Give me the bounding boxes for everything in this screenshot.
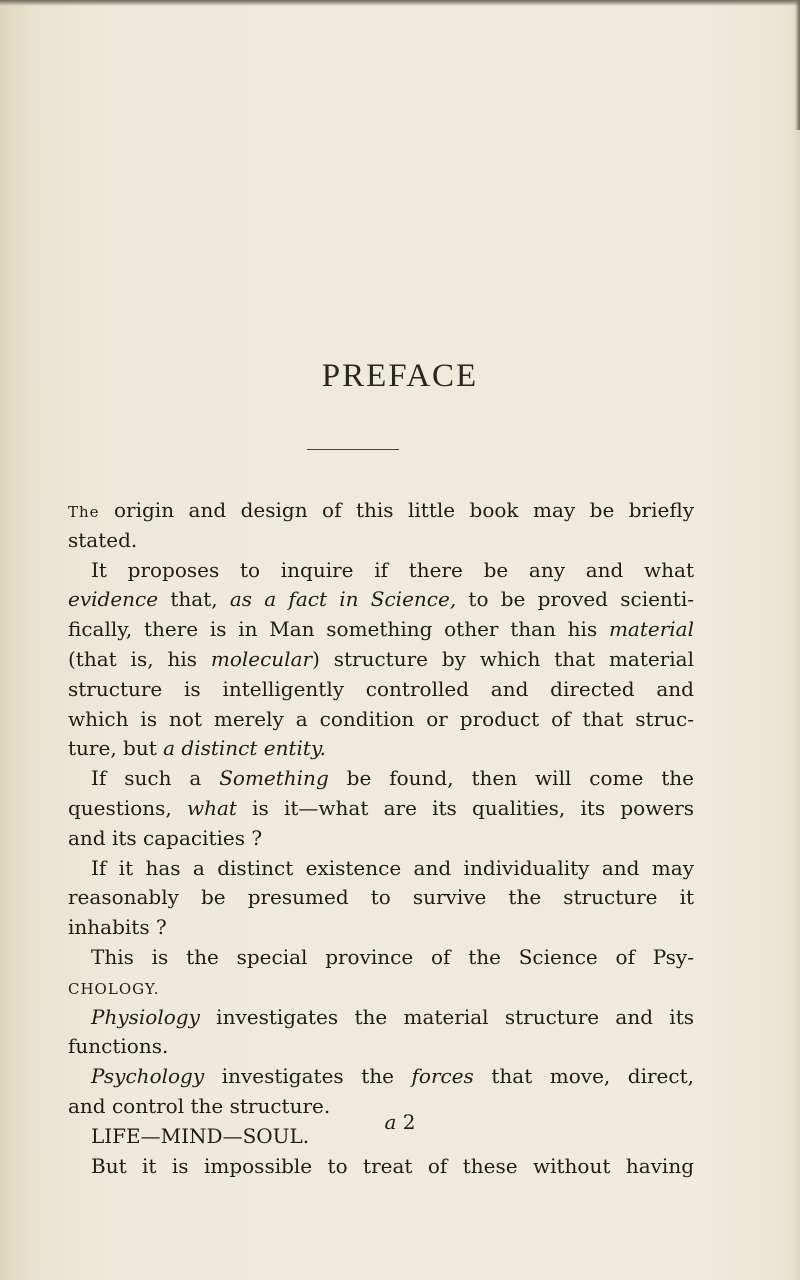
text-line (68, 734, 694, 764)
italic-span: as a fact in Science, (229, 587, 457, 612)
text-line (68, 675, 694, 705)
text-span: If such a (91, 766, 220, 791)
text-line (68, 794, 694, 824)
text-span: It proposes to inquire if there be any and what (91, 557, 694, 582)
text-span: and its capacities ? (68, 825, 263, 850)
italic-span: molecular (210, 646, 313, 671)
text-span: and control the structure. (68, 1093, 331, 1118)
text-line (68, 645, 694, 675)
text-span: questions, (68, 795, 187, 820)
text-line (68, 1032, 694, 1062)
text-line (68, 615, 694, 645)
text-span: If it has a distinct existence and individuality and may (91, 855, 694, 880)
italic-span: forces (411, 1064, 474, 1089)
text-line (68, 526, 694, 556)
text-span: which is not merely a condition or product of that struc- (68, 706, 694, 731)
text-span: functions. (68, 1034, 169, 1059)
text-line (68, 1062, 694, 1092)
text-line (68, 1003, 694, 1033)
text-span: to be proved scienti- (456, 587, 695, 612)
text-span: ture, but (68, 736, 164, 761)
italic-span: material (608, 617, 694, 642)
text-line (68, 824, 694, 854)
signature-number: 2 (402, 1110, 416, 1134)
italic-span: evidence (68, 587, 159, 612)
text-line (68, 913, 694, 943)
italic-span: a distinct entity. (163, 736, 326, 761)
text-span: is it—what are its qualities, its powers (236, 795, 695, 820)
title-divider (307, 449, 399, 450)
text-span: structure is intelligently controlled and directed and (68, 676, 694, 701)
text-span: This is the special province of the Science of Psy- (91, 944, 694, 969)
text-span: investigates the material structure and its (199, 1004, 694, 1029)
preface-body (68, 496, 694, 1181)
italic-span: Physiology (91, 1004, 200, 1029)
page-right-edge (795, 0, 800, 130)
text-span: LIFE—MIND—SOUL. (91, 1123, 310, 1148)
signature-letter: a (384, 1110, 397, 1134)
text-line (68, 556, 694, 586)
small-caps-word: The (68, 503, 100, 521)
text-span: investigates the (204, 1064, 412, 1089)
text-line (68, 883, 694, 913)
page-title: PREFACE (321, 358, 479, 394)
text-line (68, 973, 694, 1003)
text-line (68, 854, 694, 884)
italic-span: Something (219, 766, 329, 791)
small-caps-word: CHOLOGY. (68, 979, 160, 998)
text-span: origin and design of this little book may be briefly (99, 498, 694, 522)
text-line (68, 1152, 694, 1182)
text-span: reasonably be presumed to survive the structure it (68, 885, 694, 910)
text-line (68, 943, 694, 973)
text-span: But it is impossible to treat of these without having (91, 1153, 694, 1178)
text-span: (that is, his (68, 646, 211, 671)
text-line (68, 585, 694, 615)
text-span: inhabits ? (68, 915, 167, 940)
signature-mark (0, 1110, 800, 1134)
text-span: be found, then will come the (328, 766, 694, 791)
italic-span: what (186, 795, 237, 820)
text-span: that move, direct, (473, 1064, 694, 1089)
text-span: stated. (68, 527, 138, 552)
text-span: that, (158, 587, 230, 612)
text-span: ) structure by which that material (312, 646, 694, 671)
page-top-edge (0, 0, 800, 6)
italic-span: Psychology (91, 1064, 205, 1089)
text-span: fically, there is in Man something other than his (68, 617, 609, 642)
text-line (68, 705, 694, 735)
text-line (68, 496, 694, 526)
text-line (68, 764, 694, 794)
